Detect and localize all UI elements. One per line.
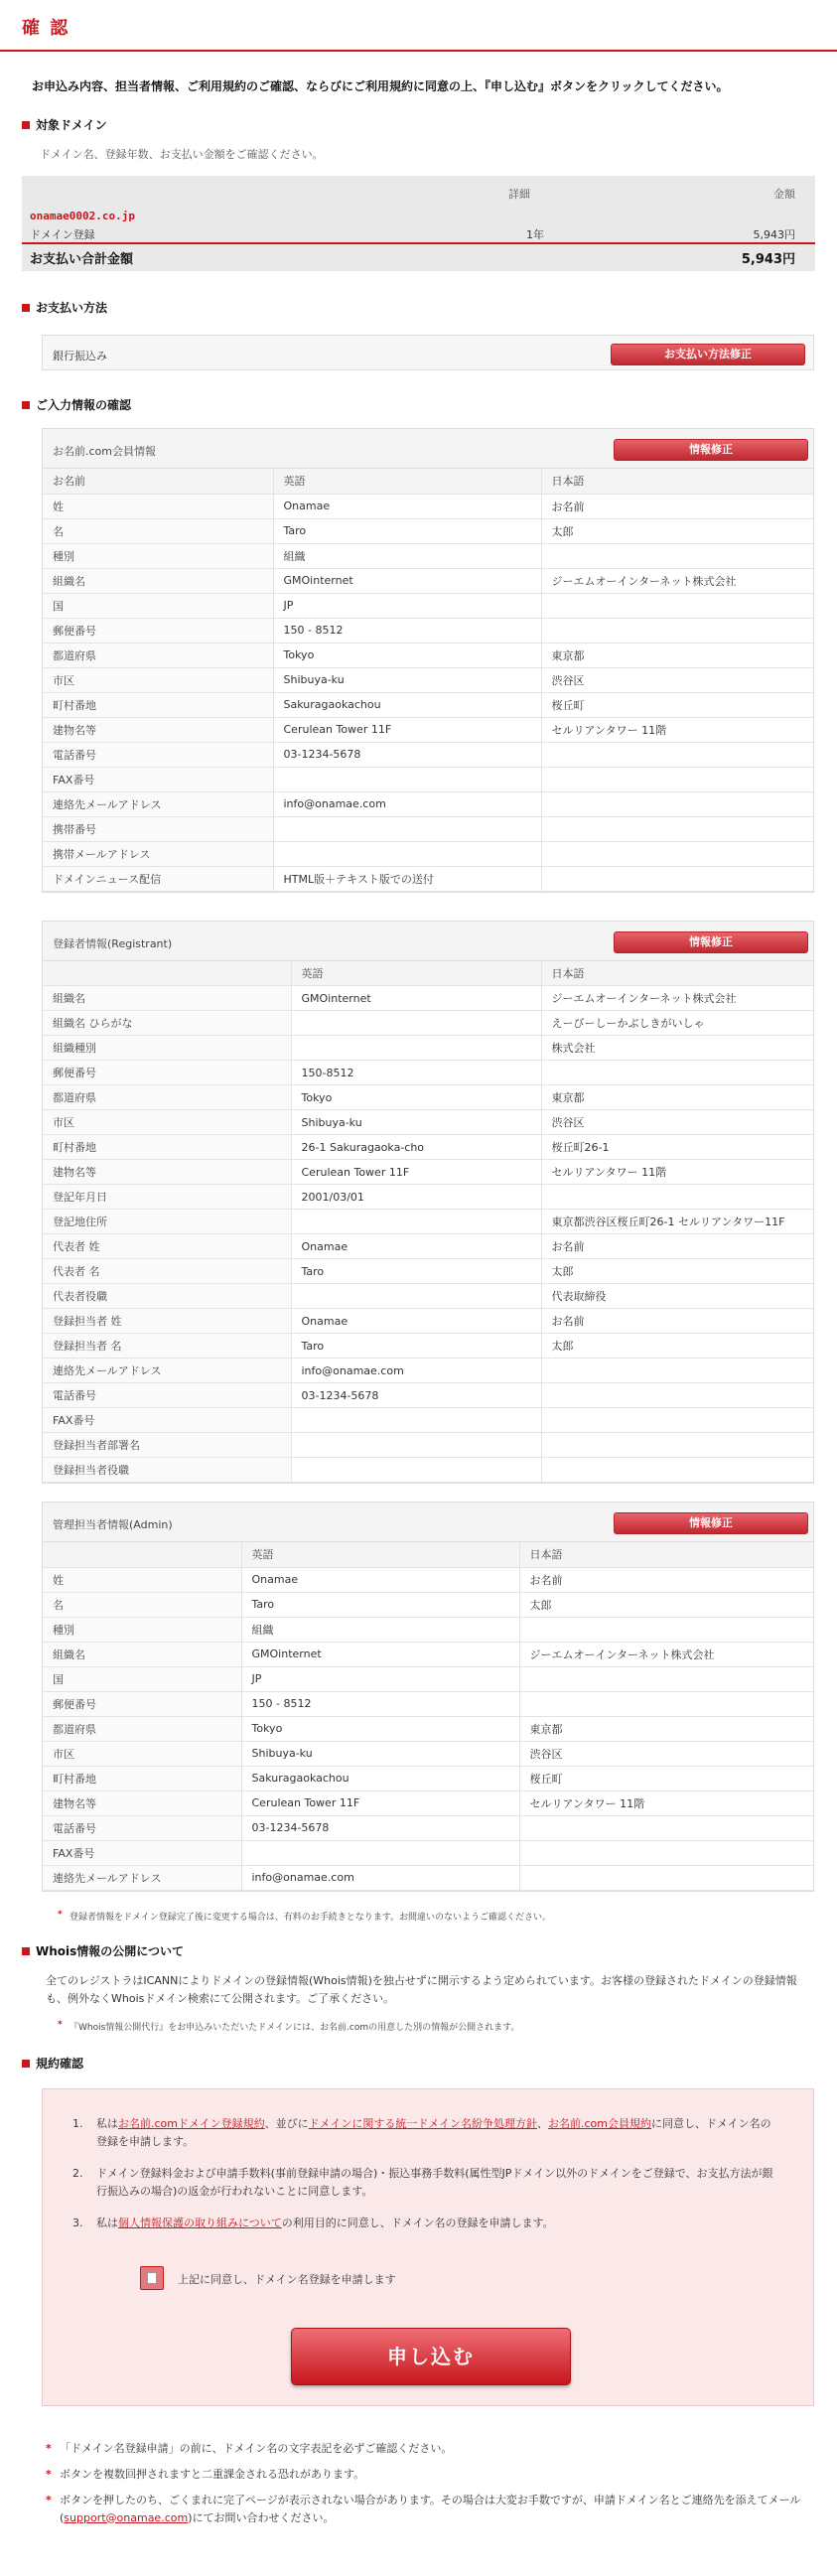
table-row	[43, 986, 813, 1011]
japanese-value: 桜丘町26-1	[541, 1135, 813, 1160]
english-value: Sakuragaokachou	[241, 1766, 519, 1790]
english-value: GMOinternet	[273, 568, 541, 593]
table-row	[43, 1592, 813, 1617]
footer-note: * ボタンを押したのち、ごくまれに完了ページが表示されない場合があります。その場合は大変お手数ですが、申請ドメイン名とご連絡先を添えてメール(support@onamae.com)にてお問い合わせください。	[46, 2493, 801, 2524]
japanese-value: えーびーしーかぶしきがいしゃ	[541, 1011, 813, 1036]
english-value: Cerulean Tower 11F	[241, 1790, 519, 1815]
edit-member-button[interactable]: 情報修正	[614, 439, 808, 461]
english-value	[273, 816, 541, 841]
english-value: GMOinternet	[291, 986, 541, 1011]
english-value: Onamae	[291, 1234, 541, 1259]
member-table	[43, 469, 813, 892]
english-value	[291, 1036, 541, 1061]
english-value: 150 - 8512	[273, 618, 541, 643]
registration-terms-link[interactable]: お名前.comドメイン登録規約	[118, 2116, 265, 2130]
field-label: 市区	[43, 667, 273, 692]
english-value: Cerulean Tower 11F	[273, 717, 541, 742]
payment-method-box	[42, 335, 814, 370]
table-row	[43, 692, 813, 717]
field-label: 代表者役職	[43, 1284, 291, 1309]
field-label: 市区	[43, 1741, 241, 1766]
japanese-value	[541, 1433, 813, 1458]
field-label: 登録担当者部署名	[43, 1433, 291, 1458]
english-value	[291, 1210, 541, 1234]
terms-item: 3. 私は個人情報保護の取り組みについての利用目的に同意し、ドメイン名の登録を申請します。	[72, 2216, 554, 2229]
table-row	[43, 791, 813, 816]
english-value: 150-8512	[291, 1061, 541, 1085]
member-info-header	[43, 429, 813, 469]
english-value: GMOinternet	[241, 1642, 519, 1666]
english-value: Onamae	[273, 494, 541, 518]
table-row	[43, 866, 813, 891]
japanese-value: 太郎	[541, 1259, 813, 1284]
total-label: お支払い合計金額	[30, 252, 134, 267]
japanese-value	[519, 1840, 813, 1865]
edit-registrant-button[interactable]: 情報修正	[614, 931, 808, 953]
japanese-value: 渋谷区	[541, 1110, 813, 1135]
table-row	[43, 816, 813, 841]
registrant-change-note: * 登録者情報をドメイン登録完了後に変更する場合は、有料のお手続きとなります。お間違いのないようご確認ください。	[58, 1909, 552, 1923]
field-label: 組織名	[43, 986, 291, 1011]
table-row	[43, 1766, 813, 1790]
lead-text: お申込み内容、担当者情報、ご利用規約のご確認、ならびにご利用規約に同意の上、『申し込む』ボタンをクリックしてください。	[32, 79, 729, 93]
whois-note: * 『Whois情報公開代行』をお申込みいただいたドメインには、お名前.comの用意した別の情報が公開されます。	[58, 2019, 520, 2033]
terms-item: 1. 私はお名前.comドメイン登録規約、並びにドメインに関する統一ドメイン名紛争処理方針、お名前.com会員規約に同意し、ドメイン名の登録を申請します。	[72, 2116, 771, 2148]
japanese-value	[541, 866, 813, 891]
japanese-value	[541, 1185, 813, 1210]
japanese-value: お名前	[519, 1567, 813, 1592]
field-label: 組織名	[43, 1642, 241, 1666]
member-info-block	[42, 428, 814, 893]
member-terms-link[interactable]: お名前.com会員規約	[548, 2116, 652, 2130]
japanese-value: 桜丘町	[541, 692, 813, 717]
page-header	[0, 0, 837, 52]
table-row	[43, 1741, 813, 1766]
field-label: 町村番地	[43, 1766, 241, 1790]
table-row	[43, 767, 813, 791]
admin-table	[43, 1542, 813, 1891]
table-row	[43, 568, 813, 593]
admin-info-title: 管理担当者情報(Admin)	[53, 1518, 173, 1531]
field-label: 名	[43, 1592, 241, 1617]
japanese-value: 株式会社	[541, 1036, 813, 1061]
table-row	[43, 1160, 813, 1185]
payment-section-title: お支払い方法	[22, 299, 815, 317]
english-value: 26-1 Sakuragaoka-cho	[291, 1135, 541, 1160]
column-header: 英語	[291, 961, 541, 986]
column-header: お名前	[43, 469, 273, 494]
registrant-info-title: 登録者情報(Registrant)	[53, 936, 173, 950]
english-value	[291, 1433, 541, 1458]
english-value: 組織	[241, 1617, 519, 1642]
english-value: Onamae	[241, 1567, 519, 1592]
table-row	[43, 1865, 813, 1890]
english-value: Tokyo	[291, 1085, 541, 1110]
column-header: 日本語	[519, 1542, 813, 1567]
table-row	[43, 1110, 813, 1135]
admin-info-header	[43, 1503, 813, 1542]
table-row	[43, 543, 813, 568]
field-label: 都道府県	[43, 643, 273, 667]
support-email-link[interactable]: support@onamae.com	[64, 2510, 189, 2524]
table-row	[43, 1716, 813, 1741]
english-value: 03-1234-5678	[273, 742, 541, 767]
english-value: 03-1234-5678	[241, 1815, 519, 1840]
member-info-title: お名前.com会員情報	[53, 445, 156, 458]
column-header: 日本語	[541, 469, 813, 494]
japanese-value: お名前	[541, 494, 813, 518]
table-row	[43, 1210, 813, 1234]
english-value: Shibuya-ku	[273, 667, 541, 692]
table-row	[43, 1309, 813, 1334]
terms-item: 2. ドメイン登録料金および申請手数料(事前登録申請の場合)・振込事務手数料(属性型JPドメイン以外のドメインをご登録で、お支払方法が銀行振込みの場合)の返金が行われないことに同意します。	[72, 2166, 773, 2198]
table-row	[43, 1433, 813, 1458]
field-label: 登録担当者 名	[43, 1334, 291, 1359]
table-row	[43, 1284, 813, 1309]
field-label: FAX番号	[43, 767, 273, 791]
japanese-value: セルリアンタワー 11階	[541, 717, 813, 742]
terms-section-title: 規約確認	[22, 2055, 815, 2073]
japanese-value	[541, 841, 813, 866]
field-label: 町村番地	[43, 1135, 291, 1160]
english-value: info@onamae.com	[273, 791, 541, 816]
japanese-value: 東京都	[541, 1085, 813, 1110]
table-row	[43, 1036, 813, 1061]
japanese-value	[541, 1359, 813, 1383]
field-label: 電話番号	[43, 742, 273, 767]
payment-method: 銀行振込み	[53, 350, 107, 362]
field-label: 連絡先メールアドレス	[43, 791, 273, 816]
english-value: 03-1234-5678	[291, 1383, 541, 1408]
column-header: 英語	[273, 469, 541, 494]
field-label: ドメインニュース配信	[43, 866, 273, 891]
japanese-value	[541, 593, 813, 618]
field-label: 電話番号	[43, 1815, 241, 1840]
input-section-title: ご入力情報の確認	[22, 396, 815, 414]
field-label: 代表者 姓	[43, 1234, 291, 1259]
table-row	[43, 1642, 813, 1666]
japanese-value: お名前	[541, 1309, 813, 1334]
english-value: JP	[273, 593, 541, 618]
admin-info-block	[42, 1502, 814, 1892]
domain-name: onamae0002.co.jp	[30, 210, 135, 222]
table-row	[43, 1617, 813, 1642]
english-value	[291, 1408, 541, 1433]
english-value: Shibuya-ku	[291, 1110, 541, 1135]
field-label: 都道府県	[43, 1716, 241, 1741]
field-label: 登録担当者役職	[43, 1458, 291, 1483]
english-value	[273, 767, 541, 791]
table-row	[43, 1185, 813, 1210]
table-row	[43, 841, 813, 866]
english-value	[291, 1458, 541, 1483]
edit-payment-button[interactable]: お支払い方法修正	[611, 344, 805, 365]
japanese-value	[541, 767, 813, 791]
table-row	[43, 1815, 813, 1840]
english-value	[291, 1284, 541, 1309]
field-label: 姓	[43, 1567, 241, 1592]
total-price: 5,943円	[741, 252, 795, 267]
english-value: Tokyo	[241, 1716, 519, 1741]
japanese-value: 渋谷区	[519, 1741, 813, 1766]
japanese-value: 東京都渋谷区桜丘町26-1 セルリアンタワー11F	[541, 1210, 813, 1234]
field-label: 登録担当者 姓	[43, 1309, 291, 1334]
japanese-value	[519, 1815, 813, 1840]
field-label: 組織名 ひらがな	[43, 1011, 291, 1036]
english-value: Sakuragaokachou	[273, 692, 541, 717]
field-label: 郵便番号	[43, 1691, 241, 1716]
field-label: 種別	[43, 1617, 241, 1642]
registration-years: 1年	[526, 228, 544, 241]
japanese-value: ジーエムオーインターネット株式会社	[541, 986, 813, 1011]
field-label: 代表者 名	[43, 1259, 291, 1284]
japanese-value: 桜丘町	[519, 1766, 813, 1790]
table-row	[43, 1359, 813, 1383]
column-header: 英語	[241, 1542, 519, 1567]
japanese-value	[541, 1458, 813, 1483]
field-label: FAX番号	[43, 1408, 291, 1433]
english-value: 2001/03/01	[291, 1185, 541, 1210]
japanese-value: 東京都	[519, 1716, 813, 1741]
whois-text: 全てのレジストラはICANNによりドメインの登録情報(Whois情報)を独占せずに開示するよう定められています。お客様の登録されたドメインの登録情報も、例外なくWhoisドメイン検索にて公開されます。ご了承ください。	[46, 1973, 797, 2005]
apply-button[interactable]: 申し込む	[291, 2328, 571, 2385]
column-header: 日本語	[541, 961, 813, 986]
table-header-row	[43, 961, 813, 986]
amount-header: 金額	[773, 188, 795, 201]
registrant-info-header	[43, 922, 813, 961]
table-row	[43, 1790, 813, 1815]
field-label: 連絡先メールアドレス	[43, 1359, 291, 1383]
table-row	[43, 1135, 813, 1160]
table-row	[43, 1691, 813, 1716]
field-label: 登記年月日	[43, 1185, 291, 1210]
field-label: 組織名	[43, 568, 273, 593]
terms-list	[72, 2115, 777, 2246]
table-row	[43, 1061, 813, 1085]
field-label: 国	[43, 593, 273, 618]
field-label: 姓	[43, 494, 273, 518]
dispute-policy-link[interactable]: ドメインに関する統一ドメイン名紛争処理方針	[308, 2116, 538, 2130]
field-label: 郵便番号	[43, 1061, 291, 1085]
english-value: 150 - 8512	[241, 1691, 519, 1716]
agree-checkbox[interactable]	[140, 2266, 164, 2290]
japanese-value	[541, 618, 813, 643]
japanese-value: ジーエムオーインターネット株式会社	[519, 1642, 813, 1666]
table-row	[43, 667, 813, 692]
english-value: info@onamae.com	[291, 1359, 541, 1383]
domain-section-title: 対象ドメイン	[22, 116, 815, 134]
column-header	[43, 961, 291, 986]
table-row	[43, 1011, 813, 1036]
japanese-value: 渋谷区	[541, 667, 813, 692]
field-label: 電話番号	[43, 1383, 291, 1408]
field-label: 市区	[43, 1110, 291, 1135]
japanese-value	[541, 791, 813, 816]
registration-label: ドメイン登録	[30, 228, 95, 241]
field-label: FAX番号	[43, 1840, 241, 1865]
footer-note: * 「ドメイン名登録申請」の前に、ドメイン名の文字表記を必ずご確認ください。	[46, 2441, 453, 2455]
table-row	[43, 1408, 813, 1433]
japanese-value: 太郎	[541, 1334, 813, 1359]
table-row	[43, 1383, 813, 1408]
english-value: Taro	[273, 518, 541, 543]
privacy-policy-link[interactable]: 個人情報保護の取り組みについて	[118, 2216, 282, 2229]
field-label: 建物名等	[43, 717, 273, 742]
domain-note: ドメイン名、登録年数、お支払い金額をご確認ください。	[40, 148, 324, 161]
table-row	[43, 593, 813, 618]
japanese-value	[541, 1383, 813, 1408]
registrant-table	[43, 961, 813, 1484]
japanese-value	[519, 1865, 813, 1890]
table-row	[43, 1458, 813, 1483]
english-value: JP	[241, 1666, 519, 1691]
english-value: Taro	[291, 1334, 541, 1359]
agree-label: 上記に同意し、ドメイン名登録を申請します	[178, 2272, 396, 2286]
field-label: 名	[43, 518, 273, 543]
japanese-value	[519, 1617, 813, 1642]
table-row	[43, 742, 813, 767]
edit-admin-button[interactable]: 情報修正	[614, 1512, 808, 1534]
english-value: info@onamae.com	[241, 1865, 519, 1890]
registrant-info-block	[42, 921, 814, 1485]
column-header	[43, 1542, 241, 1567]
field-label: 携帯番号	[43, 816, 273, 841]
japanese-value: セルリアンタワー 11階	[541, 1160, 813, 1185]
table-header-row	[43, 469, 813, 494]
english-value	[291, 1011, 541, 1036]
japanese-value: ジーエムオーインターネット株式会社	[541, 568, 813, 593]
english-value: Onamae	[291, 1309, 541, 1334]
table-header-row	[43, 1542, 813, 1567]
japanese-value	[541, 816, 813, 841]
field-label: 種別	[43, 543, 273, 568]
english-value: Taro	[241, 1592, 519, 1617]
english-value	[241, 1840, 519, 1865]
field-label: 町村番地	[43, 692, 273, 717]
japanese-value: セルリアンタワー 11階	[519, 1790, 813, 1815]
table-row	[43, 618, 813, 643]
detail-header: 詳細	[508, 188, 530, 201]
english-value: Taro	[291, 1259, 541, 1284]
japanese-value	[541, 1408, 813, 1433]
field-label: 建物名等	[43, 1790, 241, 1815]
japanese-value	[541, 543, 813, 568]
domain-summary	[22, 176, 815, 271]
field-label: 登記地住所	[43, 1210, 291, 1234]
japanese-value: 太郎	[541, 518, 813, 543]
table-row	[43, 518, 813, 543]
table-row	[43, 643, 813, 667]
whois-section-title: Whois情報の公開について	[22, 1942, 815, 1960]
japanese-value: 代表取締役	[541, 1284, 813, 1309]
footer-notes	[46, 2440, 810, 2527]
field-label: 携帯メールアドレス	[43, 841, 273, 866]
japanese-value	[519, 1666, 813, 1691]
registration-price: 5,943円	[753, 228, 795, 241]
english-value: HTML版＋テキスト版での送付	[273, 866, 541, 891]
english-value: 組織	[273, 543, 541, 568]
japanese-value	[519, 1691, 813, 1716]
field-label: 組織種別	[43, 1036, 291, 1061]
table-row	[43, 1334, 813, 1359]
english-value: Tokyo	[273, 643, 541, 667]
table-row	[43, 717, 813, 742]
japanese-value	[541, 1061, 813, 1085]
table-row	[43, 1234, 813, 1259]
table-row	[43, 1840, 813, 1865]
divider	[22, 242, 815, 244]
japanese-value: お名前	[541, 1234, 813, 1259]
english-value: Shibuya-ku	[241, 1741, 519, 1766]
japanese-value: 太郎	[519, 1592, 813, 1617]
table-row	[43, 1567, 813, 1592]
table-row	[43, 1666, 813, 1691]
english-value	[273, 841, 541, 866]
terms-box	[42, 2088, 814, 2406]
japanese-value	[541, 742, 813, 767]
table-row	[43, 1085, 813, 1110]
table-row	[43, 494, 813, 518]
field-label: 都道府県	[43, 1085, 291, 1110]
footer-note: * ボタンを複数回押されますと二重課金される恐れがあります。	[46, 2467, 365, 2481]
field-label: 郵便番号	[43, 618, 273, 643]
english-value: Cerulean Tower 11F	[291, 1160, 541, 1185]
field-label: 建物名等	[43, 1160, 291, 1185]
japanese-value: 東京都	[541, 643, 813, 667]
table-row	[43, 1259, 813, 1284]
page-title: 確 認	[22, 18, 70, 39]
field-label: 国	[43, 1666, 241, 1691]
field-label: 連絡先メールアドレス	[43, 1865, 241, 1890]
